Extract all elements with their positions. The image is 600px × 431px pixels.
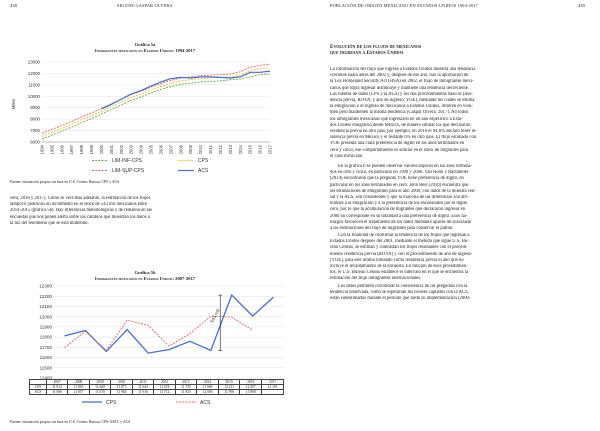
paragraph-1-line: Las fuentes de datos (CPS y la ACS) y los dos procedimientos básicos (resi-: [330, 91, 473, 97]
figure-5b-title: Inmigrantes mexicanos en Estados Unidos: 2007-2017: [94, 275, 196, 281]
paragraph-1-line: dencia previa, ROYA; y año de ingreso, YOE), mediante los cuales se estima: [330, 98, 475, 104]
x-tick-label: 2005: [148, 145, 154, 155]
paragraph-3-line: Con la finalidad de confirmar la tendencia de los flujos que ingresan a: [338, 233, 470, 238]
figure-5b-label: Gráfica 5b: [134, 270, 156, 275]
paragraph-1-line: residencia previa en otro país, por ejemplo, en 2016 el 94.6% declaró tener re-: [330, 129, 477, 135]
y-tick-label: 13000: [27, 59, 40, 65]
table-series-name: ACS: [30, 390, 47, 395]
paragraph-4-line: tendencia observada, como se esperarían los niveles captados con la ACS,: [330, 290, 469, 296]
running-head-right: POBLACIÓN DE ORIGEN MEXICANO EN ESTADOS UNIDOS 1994-2017: [330, 3, 478, 8]
table-row: [30, 390, 284, 395]
paragraph-4-line: Los datos permiten corroborar la consistencia de las preguntas con la: [338, 284, 468, 289]
legend-label: ACS: [198, 168, 209, 174]
y-tick-label: 7000: [30, 128, 40, 134]
paragraph-3-line: tos, el U.S. Bureau Census establece el intervalo en el que se encuentra la: [330, 270, 468, 276]
y-tick-label: 12200: [39, 293, 52, 299]
paragraph-1-line: la Ley Homeland Security Act (HSA) en 2002, el flujo de inmigrantes mexi-: [330, 79, 474, 85]
paragraph-1-line: cero y cinco, ese comportamiento es similar en el stock de migrantes para: [330, 147, 469, 153]
y-tick-label: 11400: [39, 375, 52, 381]
paragraph-3-line: reau Census, se estiman y contrastan los flujos resultantes con el procedi-: [330, 245, 468, 251]
paragraph-1: [330, 67, 592, 160]
x-tick-label: 2017: [267, 145, 273, 155]
x-tick-label: 1997: [69, 145, 75, 155]
left-body-line: 2014-2015 (gráfica 5b). Hay diferencias metodológicas y de rediseño en las: [10, 208, 153, 214]
table-value-cell: 11 678: [154, 385, 175, 390]
y-tick-label: 10000: [27, 93, 40, 99]
series-line-acs: [65, 316, 253, 350]
table-value-cell: 12 006: [197, 390, 219, 395]
y-tick-label: 9000: [30, 105, 40, 111]
right-page: [300, 0, 600, 431]
paragraph-2-line: (2014) encontraron que la pregunta YOE tiene preferencia de dígito, en: [330, 176, 464, 182]
left-body-line: tampoco justifican un incremento en el stock de 543 mil mexicanos entre: [10, 202, 148, 208]
paragraph-3-line: estimación del flujo inmigrantes internacionales.: [330, 276, 422, 282]
figure-5b-data-table: [29, 379, 284, 395]
paragraph-2-line: dos en cero y cinco, en particular en 1990 y 2000. Van Hook y Bachmeier: [330, 170, 469, 176]
y-tick-label: 11600: [39, 355, 52, 361]
x-tick-label: 2003: [128, 145, 134, 155]
paragraph-2-line: En la gráfica 6 se pueden observar valores atípicos en los años termina-: [338, 164, 473, 169]
table-value-cell: 11 696: [46, 390, 67, 395]
x-tick-label: 2011: [208, 145, 214, 155]
figure-5a-label: Gráfica 5a: [134, 42, 156, 47]
x-tick-label: 1999: [89, 145, 95, 155]
figure-5b-legend: [8, 398, 292, 418]
table-value-cell: 11 865: [68, 385, 89, 390]
x-tick-label: 2013: [227, 145, 233, 155]
x-tick-label: 1995: [49, 145, 55, 155]
table-year-cell: 2012: [154, 380, 175, 385]
paragraph-2-line: particular en los años terminados en cero. John Besl (2010) encuentra que: [330, 182, 469, 188]
paragraph-3: [330, 233, 592, 283]
paragraph-3-line: miento residencia previa (ROYA) y con el procedimiento de año de ingreso: [330, 251, 472, 257]
paragraph-1-line: la emigración o el ingreso de mexicanos a Estados Unidos, difieren en volu-: [330, 104, 473, 110]
paragraph-1-line: La información del flujo que ingresa a Estados Unidos muestra una tendencia: [330, 67, 476, 72]
x-tick-label: 2000: [98, 145, 104, 155]
table-year-cell: 2011: [132, 380, 153, 385]
paragraph-1-line: dos Unidos emigraron desde México, de manera similar los que declararon: [330, 122, 471, 128]
paragraph-1-line: sidencia previa en México y el restante 6% en otro país. El flujo estimado con: [330, 135, 477, 141]
table-value-cell: 11 868: [240, 390, 262, 395]
y-axis-title: Miles: [11, 98, 16, 110]
table-value-cell: 11 759: [175, 385, 196, 390]
paragraph-1-line: YOE presenta una clara preferencia de dígito en los años terminados en: [330, 141, 465, 147]
paragraph-1-line: los inmigrantes mexicanos que ingresaron en un año específico a Esta-: [330, 116, 463, 122]
figure-5a-source: Fuente: estimación propia con base en U.S. Census Bureau, CPS y ACS.: [10, 180, 121, 184]
table-value-cell: 11 669: [197, 385, 219, 390]
figure-5b-source: Fuente: estimación propia con base en U.S. Census Bureau, CPS-ASEC y ACS.: [10, 420, 132, 424]
table-year-cell: 2017: [262, 380, 284, 385]
page-number-right: 439: [578, 3, 585, 8]
x-tick-label: 2010: [198, 145, 204, 155]
x-tick-label: 2012: [217, 145, 223, 155]
table-value-cell: 12 211: [218, 385, 239, 390]
table-value-cell: 11 916: [132, 390, 153, 395]
paragraph-2-line: llazgos favorecen el tratamiento de los datos mediante ajustes de suavizado: [330, 219, 472, 225]
paragraph-1-line: men pero mantienen la misma tendencia (Gaspar Olvera, 2017). No todos: [330, 110, 469, 116]
series-line-acs: [102, 71, 271, 109]
paragraph-1-line: creciente hasta antes del 2002 y, después de ese año, tras la aprobación de: [330, 73, 469, 79]
x-tick-label: 2014: [237, 145, 243, 155]
y-tick-label: 6000: [30, 139, 40, 145]
table-series-name: CPS: [30, 385, 47, 390]
y-tick-label: 11800: [39, 334, 52, 340]
y-tick-label: 12000: [39, 314, 52, 320]
x-tick-label: 2007: [168, 145, 174, 155]
table-value-cell: 11 857: [68, 390, 89, 395]
figure-5a-chart: [8, 56, 292, 178]
left-body-line: vera, 2016 y 2017). Como se verá más adelante, la estimación de los flujos: [10, 196, 151, 201]
series-line-lim-sup-cps: [42, 64, 270, 133]
table-year-cell: 2013: [175, 380, 196, 385]
paragraph-1-line: canos que logra ingresar disminuye y mantiene una tendencia decreciente.: [330, 85, 470, 91]
x-tick-label: 1998: [79, 145, 85, 155]
page-number-left: 438: [10, 3, 17, 8]
x-tick-label: 2008: [178, 145, 184, 155]
paragraph-2-line: sal y la ACS, son consistentes y que la mayoría de las diferencias son atri-: [330, 195, 469, 201]
left-body-line: encuestas que nos ponen alerta sobre los cambios que muestran los datos a: [10, 214, 150, 220]
legend-label: LIM-INF-CPS: [112, 158, 142, 164]
x-tick-label: 1994: [39, 145, 45, 155]
table-value-cell: 11 964: [111, 390, 132, 395]
section-title: [330, 44, 421, 57]
table-value-cell: 11 996: [218, 390, 239, 395]
x-tick-label: 2004: [138, 145, 144, 155]
figure-5a-title: Inmigrantes mexicanos en Estados Unidos: 1994-2017: [94, 47, 196, 53]
y-tick-label: 12000: [27, 70, 40, 76]
paragraph-2: [330, 164, 592, 232]
table-year-cell: 2015: [218, 380, 239, 385]
paragraph-2-line: cero, por lo que la acumulación de migrantes que declararon ingresar en: [330, 207, 466, 213]
x-tick-label: 2006: [158, 145, 164, 155]
y-tick-label: 12100: [39, 304, 52, 310]
table-value-cell: 11 670: [89, 390, 110, 395]
table-year-cell: 2016: [240, 380, 262, 385]
paragraph-3-line: (YOE), para este último tomando como residencia previa el año que no: [330, 257, 464, 263]
legend-label: CPS: [106, 400, 117, 406]
x-tick-label: 2001: [108, 145, 114, 155]
table-year-cell: 2009: [89, 380, 110, 385]
table-value-cell: 11 660: [89, 385, 110, 390]
paragraph-2-line: buibles a la emigración y a la preferencia de los encuestados por el dígito: [330, 201, 468, 207]
table-value-cell: 12 191: [262, 385, 284, 390]
section-title-line-1: Evolución de los flujos de mexicanos: [330, 44, 422, 50]
figure-5b-title-block: [10, 270, 280, 281]
table-year-cell: 2014: [197, 380, 219, 385]
x-tick-label: 2015: [247, 145, 253, 155]
table-year-cell: 2010: [111, 380, 132, 385]
paragraph-4: [330, 284, 592, 303]
table-value-cell: [262, 390, 284, 395]
legend-label: ACS: [200, 400, 211, 406]
y-tick-label: 8000: [30, 116, 40, 122]
section-title-line-2: que ingresan a Estados Unidos: [330, 50, 404, 57]
paragraph-3-line: Estados Unidos después del 2001, mediante el método que sigue U.S. Bu-: [330, 239, 469, 245]
paragraph-2-line: 2000 no corresponde en su totalidad a una preferencia de dígito. Esos ha-: [330, 213, 468, 219]
left-body-line: la luz del fenómeno que se está midiendo.: [10, 220, 89, 226]
table-value-cell: 11 833: [175, 390, 196, 395]
y-tick-label: 11500: [39, 365, 52, 371]
x-tick-label: 1996: [59, 145, 65, 155]
paragraph-2-line: a las estimaciones del flujo de migrantes para conservar el patrón.: [330, 226, 454, 232]
y-tick-label: 11900: [39, 324, 52, 330]
x-tick-label: 2002: [118, 145, 124, 155]
table-value-cell: 12 007: [240, 385, 262, 390]
legend-label: CPS: [198, 158, 209, 164]
table-value-cell: 11 644: [132, 385, 153, 390]
y-tick-label: 11000: [28, 82, 40, 88]
x-tick-label: 2016: [257, 145, 263, 155]
table-year-cell: 2008: [68, 380, 89, 385]
paragraph-3-line: incluye el levantamiento de la encuesta. En función de esos procedimien-: [330, 264, 468, 270]
annotation-label: 543 mil: [209, 308, 221, 324]
table-year-cell: 2007: [46, 380, 67, 385]
table-value-cell: 11 812: [46, 385, 67, 390]
table-value-cell: 11 712: [154, 390, 175, 395]
legend-label: LIM-SUP-CPS: [112, 168, 145, 174]
figure-5a-title-block: [10, 42, 280, 53]
running-head-left: SELENE GASPAR OLVERA: [117, 3, 173, 8]
paragraph-2-line: las estimaciones de emigrantes para el año 2000, con datos de la muestra cen-: [330, 188, 476, 194]
y-tick-label: 12300: [39, 283, 52, 289]
left-body-text: [10, 196, 282, 227]
paragraph-4-line: están subestimados durante el período que tardó su implementación (2000-: [330, 296, 471, 302]
paragraph-1-line: el caso mexicano.: [330, 153, 364, 159]
y-tick-label: 11700: [39, 344, 52, 350]
table-value-cell: 11 873: [111, 385, 132, 390]
x-tick-label: 2009: [188, 145, 194, 155]
